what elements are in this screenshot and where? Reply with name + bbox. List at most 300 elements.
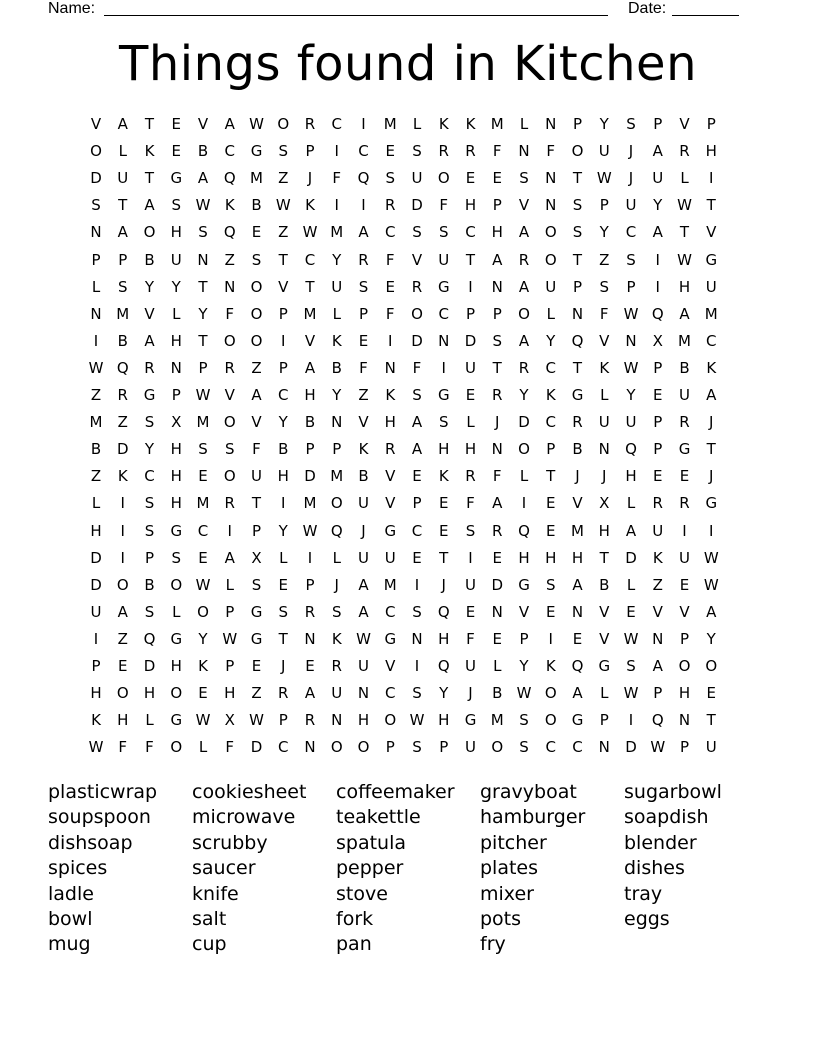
grid-letter: D [411,331,423,350]
grid-letter: C [385,602,396,621]
grid-letter: H [90,684,102,703]
grid-letter: A [304,684,316,703]
grid-letter: L [332,304,341,323]
grid-letter: W [195,196,211,215]
grid-letter: K [706,358,717,377]
grid-letter: U [358,494,369,513]
grid-letter: A [144,331,155,350]
grid-letter: E [679,467,690,486]
grid-letter: P [465,304,476,323]
grid-letter: N [170,358,182,377]
grid-letter: N [224,277,236,296]
word-list-item: teakettle [336,806,421,829]
grid-letter: P [278,304,288,323]
grid-letter: T [706,440,716,459]
grid-letter: E [358,331,369,350]
grid-letter: H [357,711,370,730]
grid-letter: W [88,738,104,757]
grid-letter: B [358,467,369,486]
grid-letter: N [571,602,584,621]
word-list-item: eggs [624,908,670,930]
grid-letter: H [170,223,182,242]
grid-letter: K [117,467,128,486]
grid-letter: P [251,521,262,540]
grid-letter: A [625,521,637,540]
grid-letter: P [305,142,315,161]
grid-letter: W [623,358,639,377]
grid-letter: P [278,358,288,377]
grid-letter: P [599,711,609,730]
grid-letter: V [304,331,316,350]
grid-letter: Z [251,358,262,377]
grid-letter: C [224,142,235,161]
grid-letter: O [223,467,236,486]
grid-letter: A [197,169,209,188]
grid-letter: O [170,684,183,703]
grid-letter: I [307,548,313,567]
grid-letter: N [491,440,503,459]
grid-letter: W [596,169,612,188]
grid-letter: A [652,657,663,675]
grid-letter: L [118,142,127,161]
grid-letter: R [304,711,316,730]
grid-letter: S [385,169,396,188]
grid-letter: Q [330,521,343,540]
grid-letter: I [441,358,446,377]
grid-letter: U [705,277,717,296]
grid-letter: H [464,440,477,459]
grid-letter: E [412,548,422,567]
grid-letter: D [411,196,423,215]
grid-letter: A [518,331,530,350]
grid-letter: W [88,358,104,377]
grid-letter: G [170,711,183,730]
grid-letter: B [572,440,583,459]
grid-letter: Z [251,684,262,703]
grid-letter: B [90,440,102,459]
grid-letter: P [492,196,502,215]
grid-letter: V [358,413,369,432]
grid-letter: V [197,115,209,133]
grid-letter: R [385,196,396,215]
grid-letter: E [412,467,422,486]
grid-letter: E [385,277,395,296]
grid-letter: V [385,657,396,675]
grid-letter: T [118,196,128,215]
grid-letter: T [278,250,288,269]
grid-letter: F [225,304,235,323]
grid-letter: R [224,494,235,513]
grid-letter: P [144,548,155,567]
grid-letter: L [626,575,636,594]
grid-letter: U [438,250,450,269]
grid-letter: H [170,494,182,513]
grid-letter: A [572,684,583,703]
word-list-item: spatula [336,831,407,854]
grid-letter: E [171,115,181,133]
grid-letter: F [492,467,502,486]
grid-letter: Y [599,115,609,133]
word-list-item: plates [480,857,539,880]
word-list-item: gravyboat [480,781,577,803]
grid-letter: E [492,548,502,567]
grid-letter: W [650,738,666,757]
grid-letter: O [544,711,557,730]
grid-letter: V [278,277,289,296]
word-list-item: cup [192,933,227,956]
grid-letter: N [331,413,343,432]
date-label: Date: [628,0,667,17]
grid-letter: O [705,657,718,675]
grid-letter: E [198,548,208,567]
grid-letter: E [653,467,663,486]
grid-letter: G [170,169,183,188]
grid-letter: H [304,386,316,404]
grid-letter: G [705,250,718,269]
grid-letter: N [545,115,557,133]
grid-letter: F [252,440,261,459]
grid-letter: Y [198,304,208,323]
grid-letter: C [278,386,289,404]
grid-letter: O [330,494,343,513]
grid-letter: I [468,548,473,567]
grid-letter: H [170,657,182,675]
grid-letter: M [330,467,344,486]
grid-letter: N [598,738,610,757]
grid-letter: F [225,738,235,757]
grid-letter: N [411,629,423,648]
grid-letter: C [625,223,637,242]
grid-letter: H [170,467,182,486]
grid-letter: C [411,521,423,540]
grid-letter: E [492,629,502,648]
word-list-item: pan [336,933,372,956]
grid-letter: T [546,467,556,486]
grid-letter: P [225,657,235,675]
grid-letter: Z [90,467,102,486]
grid-letter: Y [546,331,556,350]
grid-letter: C [438,304,449,323]
word-list-item: sugarbowl [624,781,722,803]
grid-letter: G [464,711,477,730]
grid-letter: U [465,738,476,757]
grid-letter: N [438,331,450,350]
grid-letter: M [383,575,397,594]
grid-letter: D [625,548,637,567]
grid-letter: F [118,738,128,757]
grid-letter: S [144,494,155,513]
grid-letter: S [572,196,583,215]
grid-letter: K [358,440,369,459]
grid-letter: N [625,331,637,350]
grid-letter: B [278,440,289,459]
grid-letter: A [117,115,128,133]
grid-letter: M [89,413,103,432]
grid-letter: N [331,711,343,730]
date-blank-line [672,15,739,16]
grid-letter: C [197,521,209,540]
grid-letter: E [251,223,262,242]
grid-letter: E [653,386,663,404]
grid-letter: S [358,277,369,296]
word-list-item: cookiesheet [192,781,307,803]
grid-letter: N [652,629,664,648]
word-list-item: knife [192,882,239,905]
grid-letter: O [223,331,236,350]
grid-letter: R [358,250,369,269]
grid-letter: Q [571,331,584,350]
grid-letter: R [304,115,316,133]
grid-letter: O [116,684,129,703]
grid-letter: O [170,575,183,594]
grid-letter: I [521,494,527,513]
name-label: Name: [48,0,96,17]
grid-letter: P [439,738,449,757]
grid-letter: E [626,602,636,621]
grid-letter: O [197,602,209,621]
grid-letter: P [653,684,663,703]
grid-letter: T [572,169,583,188]
grid-letter: N [304,738,316,757]
grid-letter: J [602,467,607,486]
grid-letter: L [466,413,475,432]
grid-letter: T [251,494,262,513]
grid-letter: M [196,413,210,432]
grid-letter: J [441,575,446,594]
grid-letter: F [385,250,395,269]
grid-letter: Z [599,250,610,269]
grid-letter: K [331,629,342,648]
grid-letter: N [491,277,503,296]
grid-letter: L [91,494,101,513]
grid-letter: A [117,223,128,242]
grid-letter: P [412,494,422,513]
grid-letter: Q [223,169,236,188]
grid-letter: I [548,629,553,648]
grid-letter: R [465,467,476,486]
grid-letter: B [679,358,690,377]
grid-letter: O [277,115,290,133]
grid-letter: E [385,142,395,161]
grid-letter: E [465,386,476,404]
grid-letter: I [281,331,286,350]
grid-letter: W [275,196,291,215]
grid-letter: Z [90,386,102,404]
grid-letter: C [545,738,556,757]
grid-letter: Z [278,223,289,242]
grid-letter: S [492,331,503,350]
grid-letter: X [171,413,182,432]
grid-letter: P [653,440,663,459]
grid-letter: Q [571,657,584,675]
grid-letter: W [703,548,719,567]
grid-letter: I [414,575,420,594]
grid-letter: A [411,413,423,432]
grid-letter: S [412,386,422,404]
grid-letter: K [652,548,663,567]
grid-letter: U [545,277,557,296]
grid-letter: O [250,277,263,296]
grid-letter: R [411,277,423,296]
grid-letter: V [706,223,717,242]
grid-letter: E [572,629,583,648]
grid-letter: Z [117,413,128,432]
grid-letter: O [518,440,530,459]
grid-letter: V [385,494,396,513]
grid-letter: E [439,521,449,540]
grid-letter: N [90,223,102,242]
grid-letter: A [706,602,717,621]
grid-letter: W [222,629,238,648]
grid-letter: E [251,657,262,675]
grid-letter: H [545,548,557,567]
grid-letter: J [575,467,580,486]
grid-letter: S [519,169,529,188]
word-list-item: microwave [192,806,296,829]
grid-letter: R [679,413,690,432]
grid-letter: H [598,521,610,540]
grid-letter: I [93,331,99,350]
grid-letter: I [281,494,286,513]
grid-letter: W [302,521,318,540]
grid-letter: U [170,250,182,269]
grid-letter: R [518,358,530,377]
grid-letter: S [438,223,449,242]
grid-letter: F [466,494,475,513]
grid-letter: R [679,494,690,513]
grid-letter: P [546,440,556,459]
grid-letter: I [709,521,714,540]
word-list-item: ladle [48,882,94,905]
grid-letter: P [572,115,583,133]
grid-letter: Q [143,629,156,648]
grid-letter: T [144,115,155,133]
word-list-item: pitcher [480,831,547,854]
grid-letter: P [225,602,235,621]
grid-letter: U [465,358,476,377]
grid-letter: A [144,196,155,215]
grid-letter: I [227,521,232,540]
grid-letter: Y [332,250,342,269]
grid-letter: O [223,413,236,432]
word-list-item: saucer [192,857,256,880]
grid-letter: L [145,711,154,730]
grid-letter: P [706,115,716,133]
grid-letter: U [358,548,369,567]
grid-letter: C [545,413,556,432]
grid-letter: W [409,711,425,730]
grid-letter: U [358,657,369,675]
grid-letter: Y [706,629,716,648]
grid-letter: A [358,223,369,242]
grid-letter: U [90,602,102,621]
grid-letter: C [385,684,396,703]
grid-letter: K [331,331,342,350]
grid-letter: L [172,304,181,323]
word-list-item: tray [624,882,663,905]
grid-letter: E [546,494,556,513]
grid-letter: J [709,467,714,486]
grid-letter: R [465,142,476,161]
grid-letter: Y [171,277,181,296]
grid-letter: A [706,386,717,404]
page-title: Things found in Kitchen [119,36,697,92]
word-list-item: pots [480,908,522,930]
grid-letter: T [492,358,502,377]
grid-letter: N [598,440,610,459]
grid-letter: D [304,467,316,486]
grid-letter: C [545,358,556,377]
grid-letter: F [145,738,154,757]
grid-letter: O [250,331,263,350]
word-list-item: dishsoap [48,831,133,854]
grid-letter: P [626,277,636,296]
grid-letter: B [197,142,209,161]
grid-letter: V [572,494,583,513]
grid-letter: C [465,223,476,242]
grid-letter: H [438,440,450,459]
grid-letter: S [331,602,342,621]
grid-letter: Y [519,386,529,404]
grid-letter: C [358,142,369,161]
grid-letter: U [652,169,664,188]
grid-letter: E [198,684,208,703]
grid-letter: Z [652,575,663,594]
grid-letter: Y [519,657,529,675]
grid-letter: G [384,521,397,540]
grid-letter: W [623,304,639,323]
grid-letter: K [545,386,556,404]
grid-letter: E [278,575,288,594]
grid-letter: F [332,169,342,188]
grid-letter: O [437,169,450,188]
grid-letter: Q [223,223,236,242]
grid-letter: S [412,684,422,703]
grid-letter: J [628,169,634,188]
grid-letter: J [495,413,500,432]
grid-letter: L [546,304,555,323]
grid-letter: A [492,494,503,513]
word-list-item: bowl [48,908,93,930]
grid-letter: D [491,575,504,594]
grid-letter: W [302,223,318,242]
grid-letter: J [361,521,366,540]
grid-letter: O [143,223,156,242]
grid-letter: S [412,602,422,621]
grid-letter: Q [651,304,664,323]
grid-letter: S [198,223,208,242]
grid-letter: H [170,440,182,459]
grid-letter: A [358,602,369,621]
grid-letter: F [439,196,449,215]
grid-letter: K [599,358,610,377]
grid-letter: U [411,169,423,188]
grid-letter: G [518,575,530,594]
word-list-item: blender [624,831,697,854]
grid-letter: S [412,223,422,242]
grid-letter: S [278,602,289,621]
grid-letter: I [628,711,634,730]
grid-letter: V [599,602,610,621]
grid-letter: L [412,115,422,133]
grid-letter: K [438,467,449,486]
grid-letter: V [90,115,102,133]
grid-letter: M [116,304,130,323]
grid-letter: I [120,494,125,513]
grid-letter: T [572,358,583,377]
grid-letter: G [571,386,584,404]
grid-letter: E [118,657,128,675]
